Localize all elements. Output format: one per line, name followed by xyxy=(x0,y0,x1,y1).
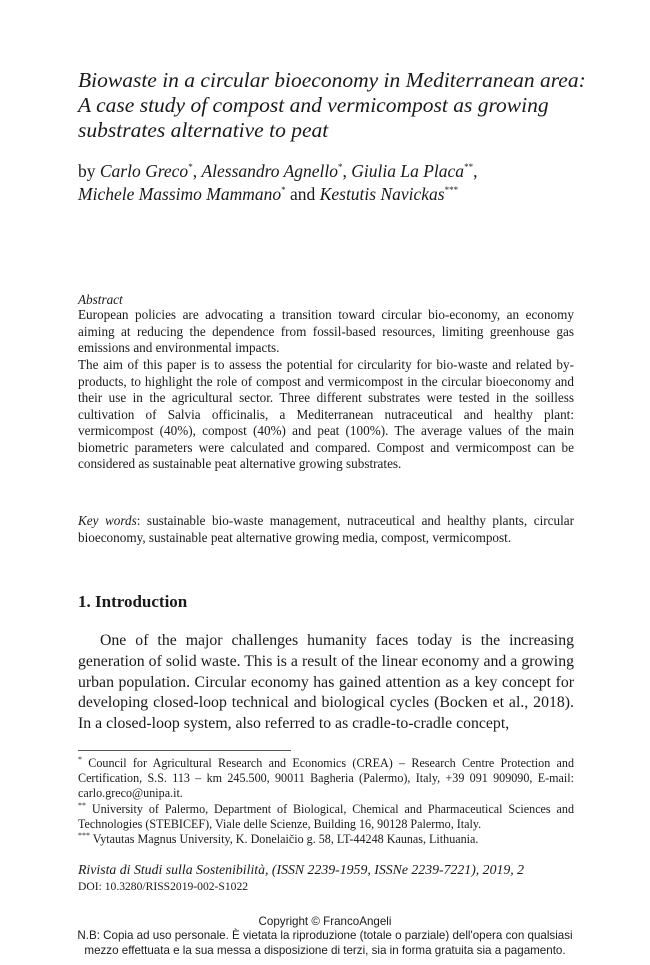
footnote-1 xyxy=(78,756,574,801)
introduction-paragraph: One of the major challenges humanity faces today is the increasing generation of solid waste. This is a result of the linear economy and a growing urban population. Circular economy has gained attention as a key concept for developing closed-loop technical and biological cycles (Bocken et al., 2018). In a closed-loop system, also referred to as cradle-to-cradle concept, xyxy=(78,632,574,733)
author-1-mark: * xyxy=(188,162,193,173)
footnote-2 xyxy=(78,802,574,832)
footnote-1-text: Council for Agricultural Research and Economics (CREA) – Research Centre Protection and Certification, S.S. 113 – km 245.500, 90011 Bagheria (Palermo), Italy, +39 091 909090, E-mail: carlo.greco@unipa.it. xyxy=(78,756,574,800)
author-1: Carlo Greco xyxy=(99,161,189,181)
footnote-3-text: Vytautas Magnus University, K. Donelaičio g. 58, LT-44248 Kaunas, Lithuania. xyxy=(90,832,479,846)
keywords-text: : sustainable bio-waste management, nutraceutical and healthy plants, circular bioeconomy, sustainable peat alternative growing media, compost, vermicompost. xyxy=(78,513,574,545)
footnote-3-mark: *** xyxy=(78,830,90,840)
author-list: by Carlo Greco*, Alessandro Agnello*, Giulia La Placa**, Michele Massimo Mammano* and Kestutis Navickas*** xyxy=(78,161,478,204)
footnote-2-mark: ** xyxy=(78,800,86,810)
usage-notice xyxy=(0,929,650,958)
author-3-mark: ** xyxy=(464,162,474,173)
author-4: Michele Massimo Mammano xyxy=(78,184,282,204)
author-4-mark: * xyxy=(281,185,286,196)
doi: DOI: 10.3280/RISS2019-002-S1022 xyxy=(78,880,249,893)
abstract-paragraph-1: European policies are advocating a transition toward circular bio-economy, an economy aiming at reducing the dependence from fossil-based resources, limiting greenhouse gas emissions and environmental impacts. xyxy=(78,307,574,355)
keywords-label: Key words xyxy=(78,513,137,528)
author-3: Giulia La Placa xyxy=(351,161,465,181)
footnote-2-text: University of Palermo, Department of Biological, Chemical and Pharmaceutical Sciences and Technologies (STEBICEF), Viale delle Scienze, Building 16, 90128 Palermo, Italy. xyxy=(78,802,574,831)
by-word: by xyxy=(78,161,96,181)
journal-citation: Rivista di Studi sulla Sostenibilità, (ISSN 2239-1959, ISSNe 2239-7221), 2019, 2 xyxy=(78,862,525,877)
paper-title xyxy=(78,68,598,143)
author-2: Alessandro Agnello xyxy=(201,161,339,181)
abstract-paragraph-2: The aim of this paper is to assess the potential for circularity for bio-waste and related by-products, to highlight the role of compost and vermicompost in the circular bioeconomy and their use in the agricultural sector. Three different substrates were tested in the soilless cultivation of Salvia officinalis, a Mediterranean nutraceutical and healthy plant: vermicompost (40%), compost (40%) and peat (100%). The average values of the main biometric parameters were calculated and compared. Compost and vermicompost can be considered as sustainable peat alternative growing substrates. xyxy=(78,357,574,471)
abstract-label: Abstract xyxy=(78,292,123,307)
title-line-2: A case study of compost and vermicompost as growing xyxy=(78,93,549,117)
and-word: and xyxy=(290,184,316,204)
author-5: Kestutis Navickas xyxy=(319,184,445,204)
copyright-notice: Copyright © FrancoAngeli xyxy=(258,915,392,928)
footnote-1-mark: * xyxy=(78,754,82,764)
keywords xyxy=(78,513,574,546)
author-5-mark: *** xyxy=(444,185,459,196)
usage-notice-line-2: mezzo effettuata e la sua messa a disposizione di terzi, sia in forma gratuita sia a pagamento. xyxy=(84,943,566,957)
usage-notice-line-1: N.B: Copia ad uso personale. È vietata la riproduzione (totale o parziale) dell'opera con qualsiasi xyxy=(77,929,573,942)
footnote-3 xyxy=(78,832,574,847)
title-line-1: Biowaste in a circular bioeconomy in Mediterranean area: xyxy=(78,68,586,92)
title-line-3: substrates alternative to peat xyxy=(78,118,329,142)
footnote-divider xyxy=(78,750,291,751)
author-2-mark: * xyxy=(338,162,343,173)
section-heading: 1. Introduction xyxy=(78,592,188,611)
